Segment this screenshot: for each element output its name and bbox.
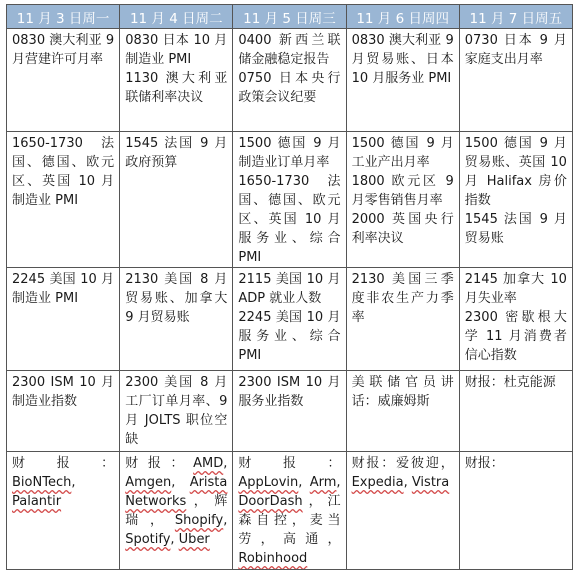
economic-calendar-table [6,4,573,570]
calendar-cell [346,132,459,268]
company-name: DoorDash [238,494,303,509]
event-entry: 1500 德国 9 月工业产出月率 [351,136,454,170]
event-entry: 1545 法国 9 月贸易账 [464,212,567,246]
event-entry: 0400 新西兰联储金融稳定报告 [238,33,341,67]
calendar-cell [7,29,120,132]
day-header: 11 月 3 日周一 [7,5,120,29]
company-name: Expedia [351,475,404,490]
earnings-label: 财报： [125,456,194,471]
calendar-cell [120,268,233,371]
calendar-cell [7,132,120,268]
company-name: 江森自控 [238,494,341,528]
event-entry: 2130 美国 8 月贸易账、加拿大 9 月贸易账 [125,272,228,325]
event-entry: 1650-1730 法国、德国、欧元区、英国 10 月制造业 PMI [12,136,115,208]
earnings-cell: 财报：BioNTech, Palantir [7,452,120,570]
calendar-cell [459,268,572,371]
day-header: 11 月 7 日周五 [459,5,572,29]
calendar-cell [233,132,346,268]
company-name: Robinhood [238,551,308,566]
event-entry: 1500 德国 9 月贸易账、英国 10 月 Halifax 房价指数 [464,136,567,208]
event-entry: 2000 英国央行利率决议 [351,212,454,246]
header-row [7,5,573,29]
table-row [7,268,573,371]
company-name: AMD [193,456,224,471]
company-name: Vistra [411,475,450,490]
company-name: 爱彼迎 [396,456,441,471]
event-entry: 0830 日本 10 月制造业 PMI [125,33,228,67]
event-entry: 1650-1730 法国、德国、欧元区、英国 10 月服务业、综合 PMI [238,174,341,265]
earnings-cell: 财报：AppLovin, Arm, DoorDash，江森自控，麦当劳，高通，Robinhood [233,452,346,570]
earnings-label: 财报： [464,456,504,471]
calendar-cell [7,371,120,452]
event-entry: 2300 ISM 10 月制造业指数 [12,375,115,409]
event-entry: 2300 密歇根大学 11 月消费者信心指数 [464,310,567,363]
event-entry: 0730 日本 9 月家庭支出月率 [464,33,567,67]
event-entry: 财报：杜克能源 [464,375,556,390]
event-entry: 1545 法国 9 月政府预算 [125,136,228,170]
calendar-cell [7,268,120,371]
calendar-cell [459,371,572,452]
event-entry: 1500 德国 9 月制造业订单月率 [238,136,341,170]
earnings-label: 财报： [351,456,397,471]
earnings-cell: 财报：爱彼迎，Expedia, Vistra [346,452,459,570]
calendar-cell [346,29,459,132]
company-name: 辉瑞 [125,494,228,528]
event-entry: 0750 日本央行政策会议纪要 [238,71,341,105]
event-entry: 1800 欧元区 9 月零售销售月率 [351,174,454,208]
event-entry: 1130 澳大利亚联储利率决议 [125,71,228,105]
calendar-cell [346,268,459,371]
company-name: 麦当劳 [238,513,341,547]
day-header: 11 月 5 日周三 [233,5,346,29]
event-entry: 2145 加拿大 10 月失业率 [464,272,567,306]
company-name: Shopify [174,513,224,528]
event-entry: 2245 美国 10 月制造业 PMI [12,272,115,306]
event-entry: 2300 美国 8 月工厂订单月率、9 月 JOLTS 职位空缺 [125,375,228,447]
calendar-cell [233,371,346,452]
company-name: Arm [309,475,337,490]
day-header: 11 月 6 日周四 [346,5,459,29]
table-row [7,452,573,570]
event-entry: 2245 美国 10 月服务业、综合 PMI [238,310,341,363]
event-entry: 2130 美国三季度非农生产力季率 [351,272,454,325]
calendar-cell [120,29,233,132]
calendar-cell [233,29,346,132]
company-name: AppLovin [238,475,299,490]
calendar-cell [120,132,233,268]
table-row [7,371,573,452]
earnings-label: 财报： [12,456,115,471]
event-entry: 美联储官员讲话：威廉姆斯 [351,375,454,409]
calendar-cell [120,371,233,452]
table-row [7,29,573,132]
event-entry: 2115 美国 10 月 ADP 就业人数 [238,272,341,306]
company-name: Amgen [125,475,172,490]
earnings-cell [459,452,572,570]
event-entry: 0830 澳大利亚 9 月营建许可月率 [12,33,115,67]
table-row [7,132,573,268]
company-name: Arista Networks [125,475,228,509]
company-name: BioNTech [12,475,72,490]
calendar-cell [233,268,346,371]
event-entry: 0830 澳大利亚 9 月贸易账、日本 10 月服务业 PMI [351,33,454,86]
company-name: Spotify [125,532,171,547]
event-entry: 2300 ISM 10 月服务业指数 [238,375,341,409]
earnings-cell: 财报：AMD, Amgen, Arista Networks，辉瑞，Shopify, Spotify, Uber [120,452,233,570]
calendar-cell [459,29,572,132]
calendar-cell [346,371,459,452]
company-name: 高通 [282,532,328,547]
company-name: Palantir [12,494,62,509]
earnings-label: 财报： [238,456,341,471]
company-name: Uber [178,532,210,547]
calendar-cell [459,132,572,268]
day-header: 11 月 4 日周二 [120,5,233,29]
